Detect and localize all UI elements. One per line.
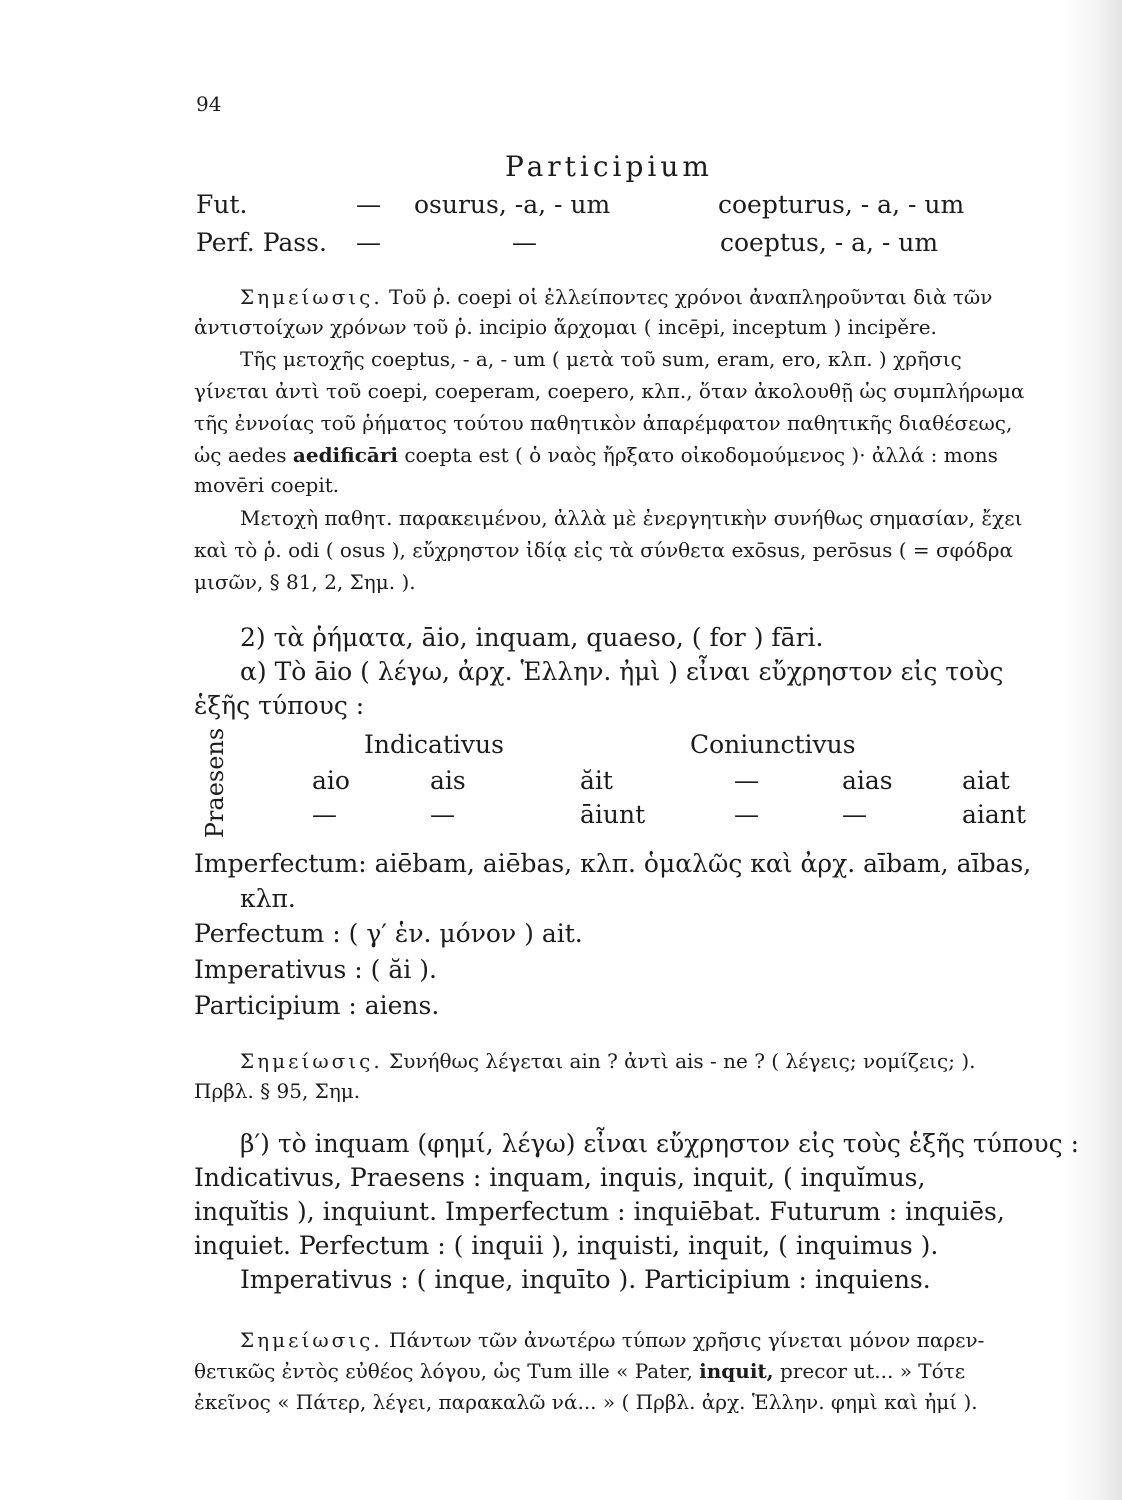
note1-line2: ἀντιστοίχων χρόνων τοῦ ῥ. incipio ἄρχομαι ( incēpi, inceptum ) incipěre.	[194, 315, 937, 339]
section2-line2: α) Τὸ āio ( λέγω, ἀρχ. Ἑλλην. ἠμὶ ) εἶναι εὔχρηστον εἰς τοὺς	[240, 657, 1004, 686]
cell-r2-c5: —	[842, 800, 867, 829]
cell-r1-c3: ăit	[580, 766, 613, 795]
note1-bold-word: aedificāri	[292, 443, 398, 467]
note3-line1: Σημείωσις. Συνήθως λέγεται ain ? ἀντὶ ais - ne ? ( λέγεις; νομίζεις; ).	[240, 1049, 976, 1073]
fut-label: Fut.	[196, 190, 248, 219]
note3-line2: Πρβλ. § 95, Σημ.	[194, 1079, 361, 1103]
note1-line6: ὡς aedes aedificāri coepta est ( ὁ ναὸς ἤρξατο οἰκοδομούμενος )· ἀλλά : mons	[194, 443, 998, 467]
fut-col1: osurus, -a, - um	[414, 190, 611, 219]
note1-line1: Σημείωσις. Τοῦ ῥ. coepi οἱ ἐλλείποντες χρόνοι ἀναπληροῦνται διὰ τῶν	[240, 285, 993, 309]
header-indicativus: Indicativus	[364, 730, 504, 759]
participium-line: Participium : aiens.	[194, 991, 440, 1020]
imperfectum-line1: Imperfectum: aiēbam, aiēbas, κλπ. ὁμαλῶς καὶ ἀρχ. aībam, aības,	[194, 849, 1032, 878]
praesens-side-label: Praesens	[201, 727, 229, 839]
header-coniunctivus: Coniunctivus	[690, 730, 856, 759]
cell-r1-c1: aio	[312, 766, 350, 795]
section2-line3: ἑξῆς τύπους :	[194, 691, 365, 720]
perf-dash2: —	[512, 228, 537, 257]
fut-dash: —	[356, 190, 381, 219]
section-heading: Participium	[505, 150, 713, 183]
cell-r2-c2: —	[430, 800, 455, 829]
cell-r2-c6: aiant	[962, 800, 1026, 829]
inquam-line1: β′) τὸ inquam (φημί, λέγω) εἶναι εὔχρηστον εἰς τοὺς ἑξῆς τύπους :	[240, 1129, 1079, 1158]
note4-line3: ἐκεῖνος « Πάτερ, λέγει, παρακαλῶ νά... » ( Πρβλ. ἀρχ. Ἑλλην. φημὶ καὶ ἠμί ).	[194, 1390, 978, 1414]
cell-r2-c1: —	[312, 800, 337, 829]
fut-col2: coepturus, - a, - um	[718, 190, 965, 219]
inquam-line4: inquiet. Perfectum : ( inquii ), inquisti, inquit, ( inquimus ).	[194, 1231, 939, 1260]
inquam-line2: Indicativus, Praesens : inquam, inquis, inquit, ( inquĭmus,	[194, 1163, 926, 1192]
cell-r2-c4: —	[734, 800, 759, 829]
note1-line5: τῆς ἐννοίας τοῦ ῥήματος τούτου παθητικὸν ἀπαρέμφατον παθητικῆς διαθέσεως,	[194, 411, 1013, 435]
cell-r1-c6: aiat	[962, 766, 1010, 795]
note1-line3: Τῆς μετοχῆς coeptus, - a, - um ( μετὰ τοῦ sum, eram, ero, κλπ. ) χρῆσις	[240, 347, 962, 371]
perf-dash1: —	[356, 228, 381, 257]
inquam-line5: Imperativus : ( inque, inquīto ). Participium : inquiens.	[240, 1265, 931, 1294]
note1-head: Σημείωσις.	[240, 285, 383, 309]
note4-bold-word: inquit,	[699, 1359, 774, 1383]
cell-r1-c2: ais	[430, 766, 466, 795]
note2-line2: καὶ τὸ ῥ. odi ( osus ), εὔχρηστον ἰδίᾳ εἰς τὰ σύνθετα exōsus, perōsus ( = σφόδρα	[194, 538, 1014, 562]
note4-line2: θετικῶς ἐντὸς εὐθέος λόγου, ὡς Tum ille « Pater, inquit, precor ut... » Τότε	[194, 1359, 966, 1383]
note1-line7: movēri coepit.	[194, 473, 340, 497]
page-edge-shadow	[1062, 0, 1122, 1500]
note1-line4: γίνεται ἀντὶ τοῦ coepi, coeperam, coepero, κλπ., ὅταν ἀκολουθῇ ὡς συμπλήρωμα	[194, 379, 1025, 403]
note2-line1: Μετοχὴ παθητ. παρακειμένου, ἀλλὰ μὲ ἐνεργητικὴν συνήθως σημασίαν, ἔχει	[240, 506, 1023, 530]
inquam-line3: inquĭtis ), inquiunt. Imperfectum : inquiēbat. Futurum : inquiēs,	[194, 1197, 1005, 1226]
note4-head: Σημείωσις.	[240, 1328, 383, 1352]
note4-line1: Σημείωσις. Πάντων τῶν ἀνωτέρω τύπων χρῆσις γίνεται μόνον παρεν-	[240, 1328, 985, 1352]
imperfectum-line2: κλπ.	[240, 884, 296, 913]
page-number: 94	[196, 92, 222, 116]
perf-col2: coeptus, - a, - um	[720, 228, 939, 257]
note2-line3: μισῶν, § 81, 2, Σημ. ).	[194, 570, 416, 594]
cell-r2-c3: āiunt	[580, 800, 646, 829]
cell-r1-c5: aias	[842, 766, 893, 795]
imperativus-line: Imperativus : ( ăi ).	[194, 955, 437, 984]
section2-line1: 2) τὰ ῥήματα, āio, inquam, quaeso, ( for ) fāri.	[240, 623, 824, 652]
perfectum-line: Perfectum : ( γ′ ἑν. μόνον ) ait.	[194, 919, 583, 948]
note3-head: Σημείωσις.	[240, 1049, 383, 1073]
cell-r1-c4: —	[734, 766, 759, 795]
perf-label: Perf. Pass.	[196, 228, 327, 257]
